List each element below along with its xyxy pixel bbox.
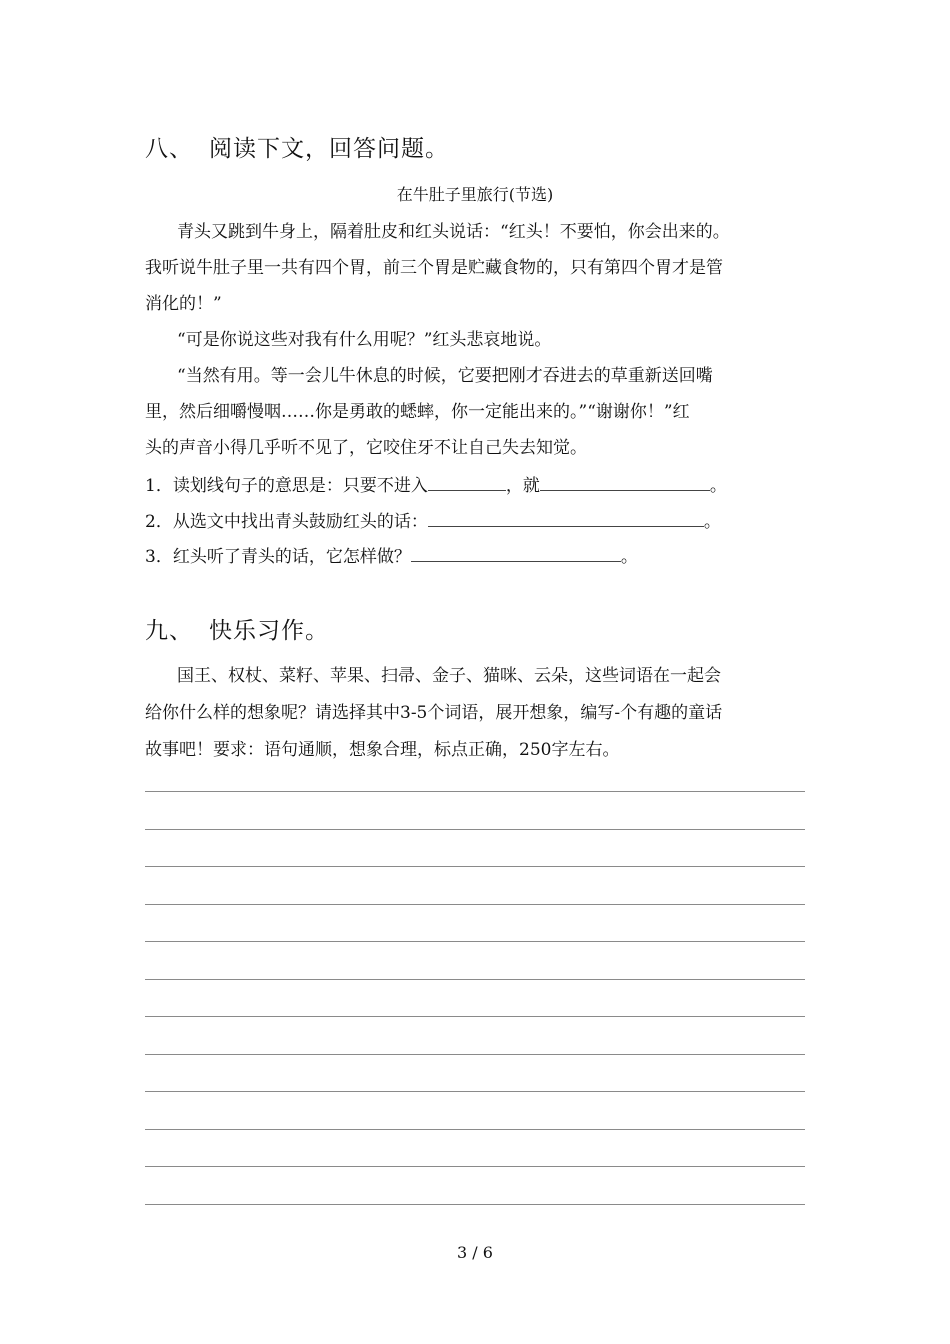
question-2: [145, 510, 721, 532]
passage-line: 里，然后细嚼慢咽……你是勇敢的蟋蟀，你一定能出来的。”“谢谢你！”红: [145, 402, 690, 422]
question-1-blank-2[interactable]: [540, 474, 710, 491]
passage-line: 我听说牛肚子里一共有四个胃，前三个胃是贮藏食物的，只有第四个胃才是管: [145, 258, 723, 278]
writing-line[interactable]: [145, 1166, 805, 1167]
question-1: [145, 474, 727, 496]
writing-line[interactable]: [145, 1054, 805, 1055]
section-8-title: 阅读下文，回答问题。: [209, 136, 449, 162]
section-9-number: 九、: [145, 618, 193, 644]
question-3-blank[interactable]: [411, 545, 621, 562]
writing-line[interactable]: [145, 1129, 805, 1130]
question-3-text-b: 。: [620, 547, 638, 567]
passage-line: 消化的！”: [145, 294, 222, 314]
question-1-text-a: 1．读划线句子的意思是：只要不进入: [145, 476, 428, 496]
section-8-heading: [145, 130, 449, 163]
section-9-title: 快乐习作。: [209, 618, 329, 644]
writing-line[interactable]: [145, 941, 805, 942]
question-2-text-a: 2．从选文中找出青头鼓励红头的话：: [145, 512, 428, 532]
passage-title: 在牛肚子里旅行(节选): [396, 185, 554, 204]
passage-line: “可是你说这些对我有什么用呢？”红头悲哀地说。: [177, 330, 552, 350]
question-3-text-a: 3．红头听了青头的话，它怎样做？: [145, 547, 411, 567]
question-2-blank[interactable]: [428, 510, 704, 527]
writing-line[interactable]: [145, 791, 805, 792]
writing-line[interactable]: [145, 904, 805, 905]
section-9-heading: [145, 612, 329, 645]
page-number: 3 / 6: [457, 1243, 493, 1262]
writing-line[interactable]: [145, 979, 805, 980]
prompt-line: 国王、权杖、菜籽、苹果、扫帚、金子、猫咪、云朵，这些词语在一起会: [177, 666, 721, 686]
section-8-number: 八、: [145, 136, 193, 162]
writing-line[interactable]: [145, 1016, 805, 1017]
passage-line: 青头又跳到牛身上，隔着肚皮和红头说话：“红头！不要怕，你会出来的。: [177, 222, 730, 242]
writing-line[interactable]: [145, 829, 805, 830]
writing-line[interactable]: [145, 866, 805, 867]
question-2-text-b: 。: [703, 512, 721, 532]
passage-line: “当然有用。等一会儿牛休息的时候，它要把刚才吞进去的草重新送回嘴: [177, 366, 713, 386]
prompt-line: 给你什么样的想象呢？请选择其中3-5个词语，展开想象，编写-个有趣的童话: [145, 703, 723, 723]
question-1-text-b: ，就: [505, 476, 540, 496]
prompt-line: 故事吧！要求：语句通顺，想象合理，标点正确，250字左右。: [145, 740, 620, 760]
passage-line: 头的声音小得几乎听不见了，它咬住牙不让自己失去知觉。: [145, 438, 587, 458]
question-1-blank-1[interactable]: [428, 474, 506, 491]
question-3: [145, 545, 638, 567]
question-1-text-c: 。: [709, 476, 727, 496]
writing-line[interactable]: [145, 1091, 805, 1092]
writing-line[interactable]: [145, 1204, 805, 1205]
